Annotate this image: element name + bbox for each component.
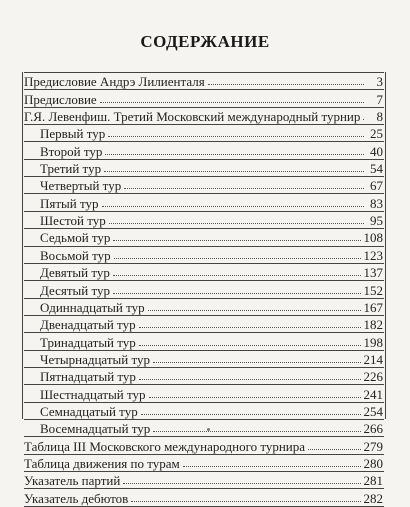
toc-entry xyxy=(24,436,384,453)
dot-leader xyxy=(183,465,361,467)
toc-entry-page: 54 xyxy=(370,161,383,177)
toc-entry-page: 152 xyxy=(363,282,383,298)
toc-entry-page: 266 xyxy=(363,421,383,437)
toc-entry-title: Пятый тур xyxy=(40,195,99,211)
toc-entry-page: 7 xyxy=(376,91,383,107)
toc-entry xyxy=(24,211,384,228)
toc-entry-page: 282 xyxy=(363,490,383,506)
toc-entry xyxy=(24,159,384,176)
toc-entry-page: 280 xyxy=(363,456,383,472)
toc-entry xyxy=(24,488,384,505)
toc-entry-title: Второй тур xyxy=(40,143,103,159)
toc-entry-title: Двенадцатый тур xyxy=(40,317,136,333)
toc-entry xyxy=(24,454,384,471)
toc-entry-title: Предисловие Андрэ Лилиенталя xyxy=(24,74,205,90)
toc-entry xyxy=(24,141,384,158)
toc-entry-page: 281 xyxy=(363,473,383,489)
dot-leader xyxy=(131,500,360,502)
toc-entry xyxy=(24,228,384,245)
dot-leader xyxy=(104,170,364,172)
toc-entry-title: Девятый тур xyxy=(40,265,110,281)
toc-entry-page: 254 xyxy=(363,403,383,419)
dot-leader xyxy=(113,274,361,276)
toc-entry xyxy=(24,89,384,106)
toc-entry-title: Первый тур xyxy=(40,126,106,142)
dot-leader xyxy=(139,344,361,346)
toc-entry-page: 198 xyxy=(363,334,383,350)
toc-entry-page: 40 xyxy=(370,143,383,159)
toc-entry xyxy=(24,193,384,210)
toc-entry xyxy=(24,124,384,141)
toc-entry-page: 8 xyxy=(376,109,383,125)
toc-entry-title: Третий тур xyxy=(40,161,102,177)
toc-entry-title: Таблица движения по турам xyxy=(24,456,180,472)
dot-leader xyxy=(139,378,361,380)
toc-entry-title: Четырнадцатый тур xyxy=(40,351,150,367)
dot-leader xyxy=(308,448,360,450)
dot-leader xyxy=(363,118,364,120)
toc-entry-title: Четвертый тур xyxy=(40,178,122,194)
toc-entry-title: Восемнадцатый тур xyxy=(40,421,151,437)
toc-entry-page: 95 xyxy=(370,213,383,229)
toc-entry xyxy=(24,315,384,332)
toc-entry-page: 83 xyxy=(370,195,383,211)
toc-entry xyxy=(24,332,384,349)
dot-leader xyxy=(139,326,361,328)
toc-entry xyxy=(24,419,384,436)
toc-entry-title: Таблица III Московского международного турнира xyxy=(24,438,306,454)
toc-entry xyxy=(24,107,384,124)
dot-leader xyxy=(102,205,365,207)
dot-leader xyxy=(114,257,361,259)
dot-leader xyxy=(123,482,360,484)
toc-entry xyxy=(24,471,384,488)
toc-entry-page: 123 xyxy=(363,247,383,263)
toc-entry-title: Г.Я. Левенфиш. Третий Московский международный турнир xyxy=(24,109,361,125)
toc-entry-title: Семнадцатый тур xyxy=(40,403,138,419)
toc-entry-title: Указатель партий xyxy=(24,473,121,489)
dot-leader xyxy=(153,430,360,432)
toc-entry-title: Предисловие xyxy=(24,91,97,107)
toc-entry xyxy=(24,384,384,401)
toc-entry-page: 3 xyxy=(376,74,383,90)
dot-leader xyxy=(153,361,361,363)
toc-entry xyxy=(24,263,384,280)
toc-entry-page: 241 xyxy=(363,386,383,402)
toc-entry-page: 67 xyxy=(370,178,383,194)
dot-leader xyxy=(108,135,364,137)
toc-entry-page: 25 xyxy=(370,126,383,142)
toc-entry-page: 108 xyxy=(363,230,383,246)
toc-entry-page: 279 xyxy=(363,438,383,454)
print-speck xyxy=(207,428,210,431)
toc-entry-title: Восьмой тур xyxy=(40,247,111,263)
toc-entry-title: Шестой тур xyxy=(40,213,106,229)
toc-entry xyxy=(24,402,384,419)
toc-entry xyxy=(24,280,384,297)
dot-leader xyxy=(109,222,364,224)
toc-entry-title: Одиннадцатый тур xyxy=(40,299,145,315)
toc-entry-page: 214 xyxy=(363,351,383,367)
toc-entry-page: 226 xyxy=(363,369,383,385)
toc-entry-title: Тринадцатый тур xyxy=(40,334,136,350)
toc-entry-title: Седьмой тур xyxy=(40,230,111,246)
toc-entry-page: 182 xyxy=(363,317,383,333)
dot-leader xyxy=(149,396,361,398)
toc-entry xyxy=(24,367,384,384)
dot-leader xyxy=(148,309,361,311)
toc-entry-page: 167 xyxy=(363,299,383,315)
page-title: СОДЕРЖАНИЕ xyxy=(140,32,270,51)
dot-leader xyxy=(124,187,364,189)
toc-entry-title: Пятнадцатый тур xyxy=(40,369,136,385)
table-of-contents xyxy=(22,72,386,506)
toc-entry-title: Десятый тур xyxy=(40,282,111,298)
toc-entry-title: Шестнадцатый тур xyxy=(40,386,146,402)
dot-leader xyxy=(141,413,361,415)
toc-entry xyxy=(24,176,384,193)
toc-entry xyxy=(24,350,384,367)
toc-entry-page: 137 xyxy=(363,265,383,281)
dot-leader xyxy=(113,292,360,294)
dot-leader xyxy=(113,239,360,241)
dot-leader xyxy=(100,101,364,103)
dot-leader xyxy=(105,153,364,155)
toc-entry-title: Указатель дебютов xyxy=(24,490,129,506)
toc-entry xyxy=(24,246,384,263)
dot-leader xyxy=(208,83,364,85)
toc-entry xyxy=(24,72,384,89)
toc-entry xyxy=(24,298,384,315)
